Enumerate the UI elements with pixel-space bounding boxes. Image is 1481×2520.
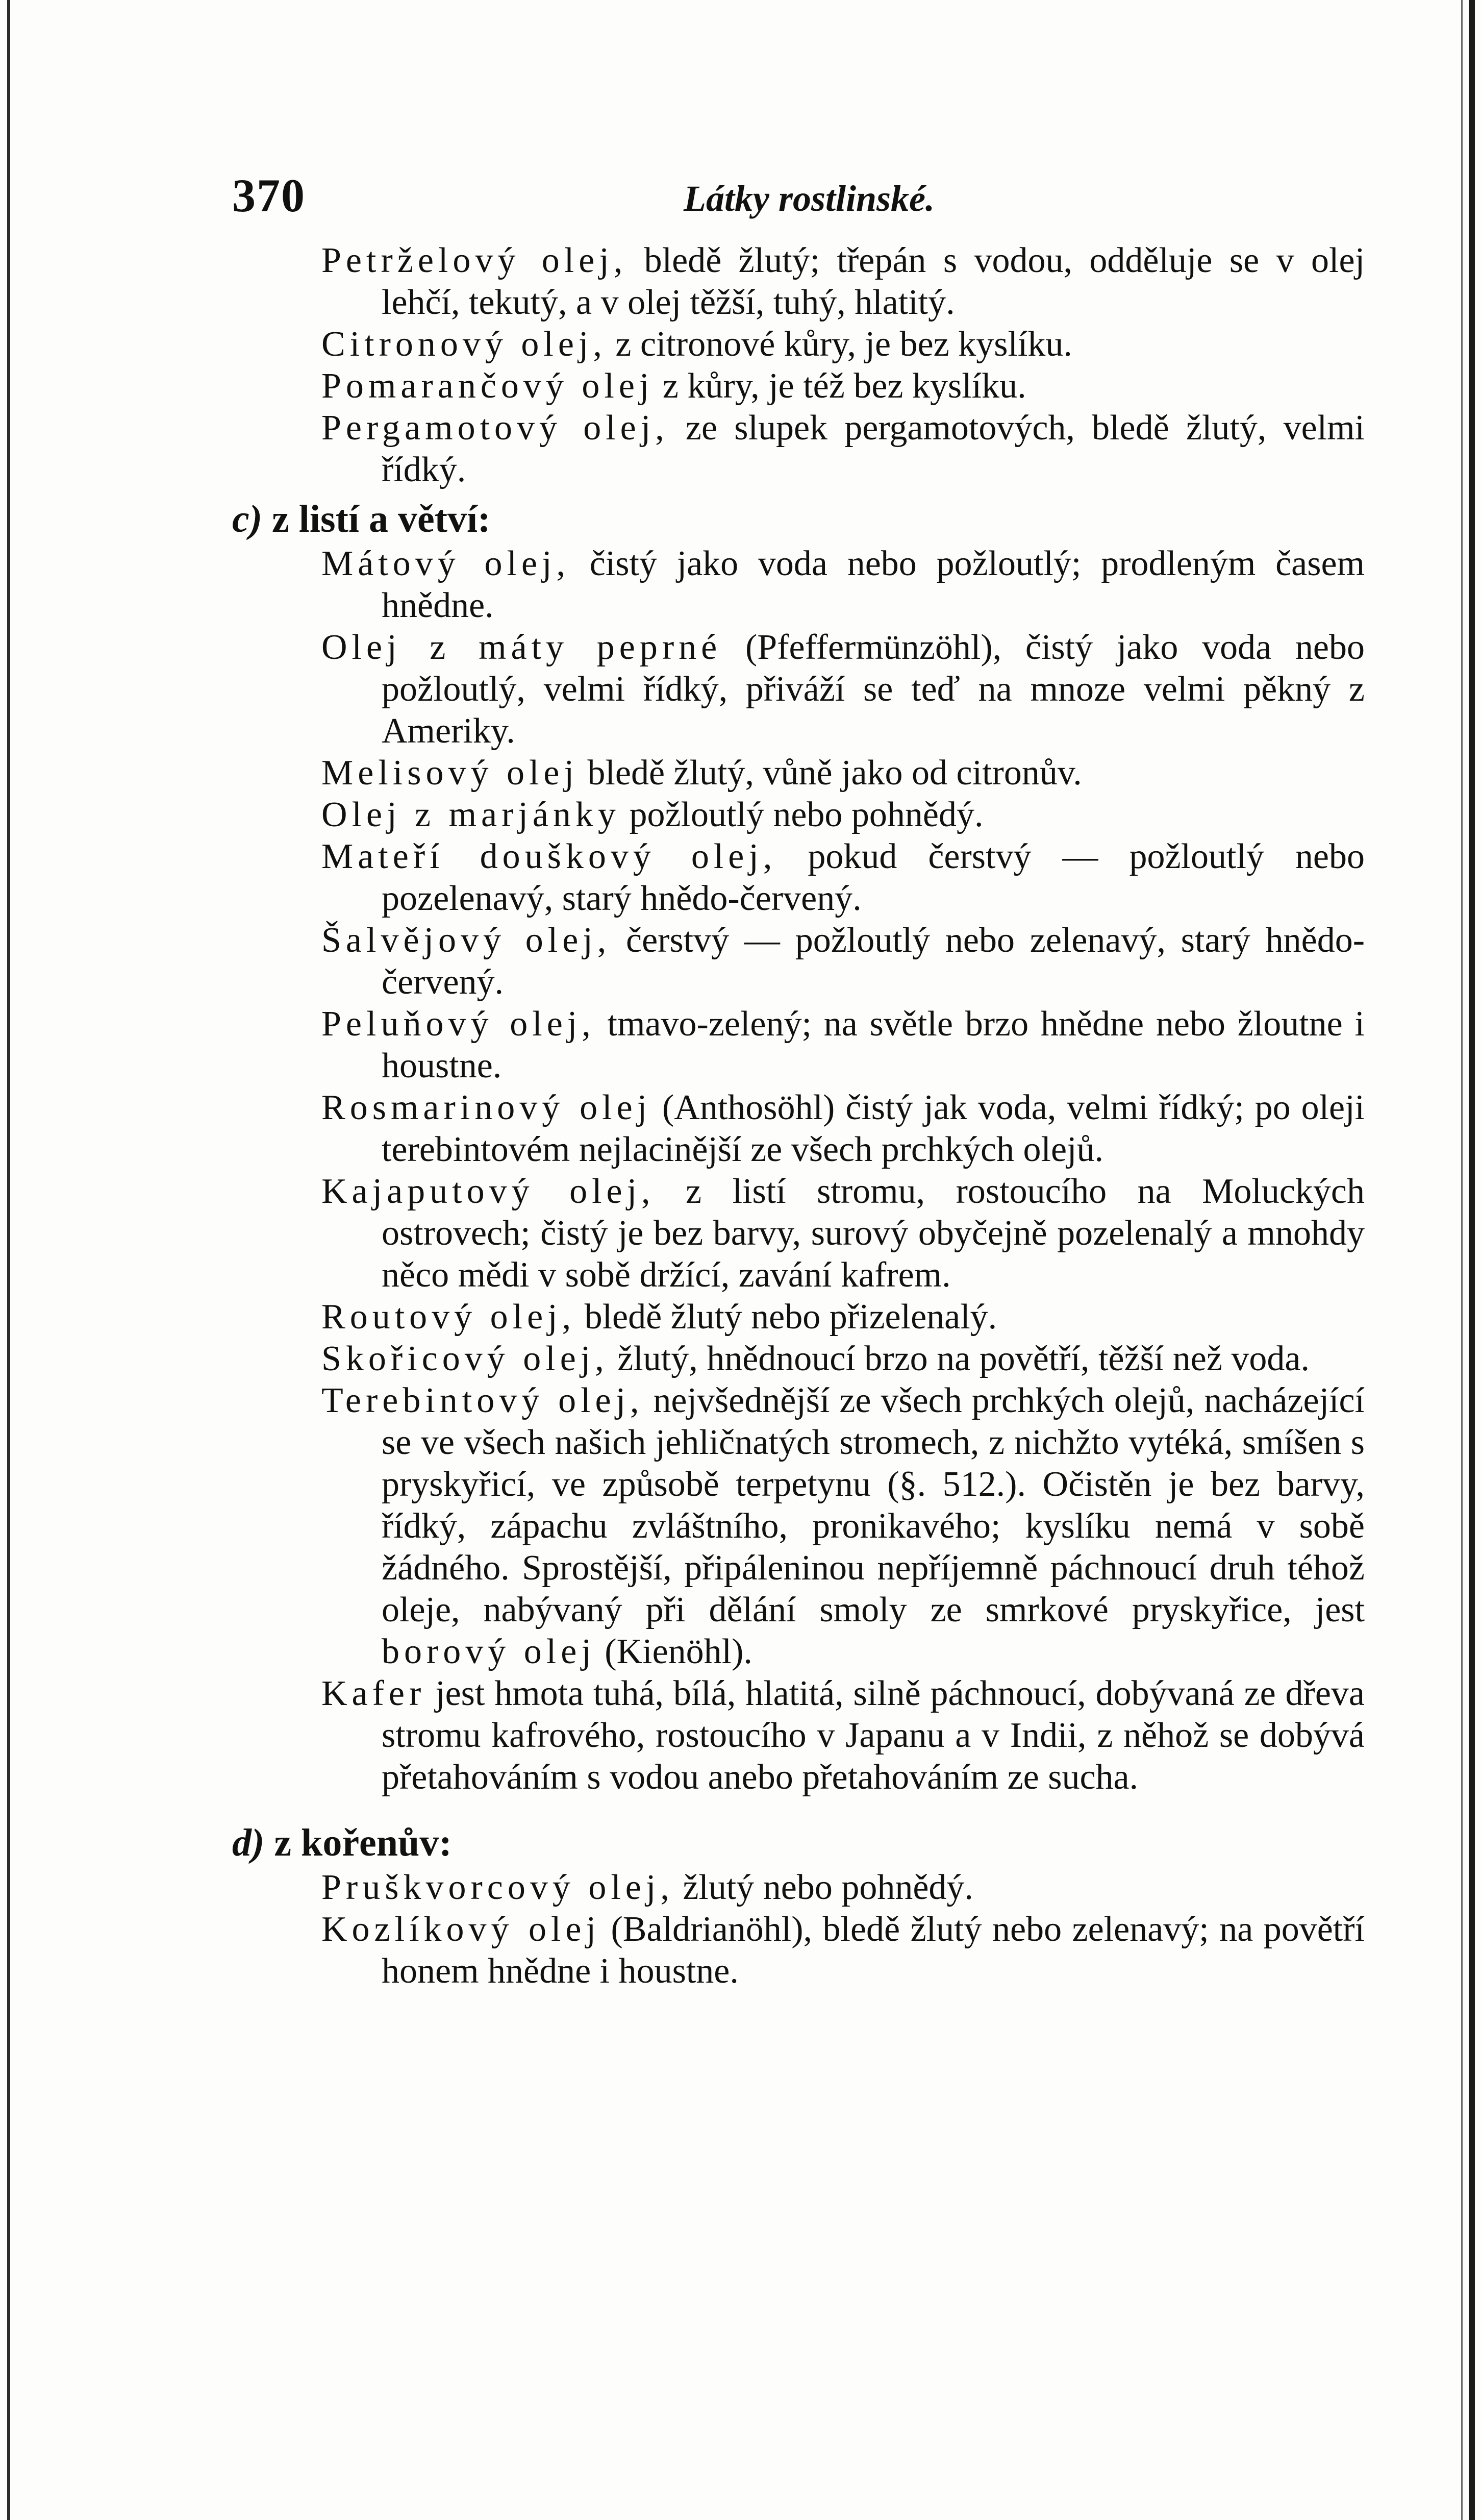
entry-pelunovy <box>321 1003 1365 1087</box>
page-right-edge-line <box>1461 0 1463 2520</box>
section-letter: c) <box>232 498 263 540</box>
entry-term: Mátový olej, <box>321 544 570 583</box>
entry-citronovy <box>321 324 1365 365</box>
entry-term: Šalvějový olej, <box>321 921 611 960</box>
entry-text: tmavo-zelený; na světle brzo hnědne nebo žloutne i houstne. <box>382 1004 1365 1085</box>
entry-pomarancovy <box>321 365 1365 407</box>
entry-term: Kafer <box>321 1674 426 1713</box>
page-right-edge <box>1469 0 1475 2520</box>
entry-text: (Pfeffermünzöhl), čistý jako voda nebo požloutlý, velmi řídký, přiváží se teď na mnoze velmi pěkný z Ameriky. <box>382 628 1365 751</box>
entry-term: Mateří douškový olej, <box>321 837 777 876</box>
entry-text-secondary: (Kienöhl). <box>595 1632 752 1671</box>
entry-text: (Anthosöhl) čistý jak voda, velmi řídký; po oleji terebintovém nejlacinější ze všech prchkých olejů. <box>382 1088 1365 1169</box>
entry-text: z listí stromu, rostoucího na Moluckých ostrovech; čistý je bez barvy, surový obyčejně pozelenalý a mnohdy něco mědi v sobě držící, zavání kafrem. <box>382 1172 1365 1295</box>
entry-matovy <box>321 543 1365 627</box>
entry-term: Pergamotový olej, <box>321 408 669 448</box>
entry-term: Kozlíkový olej <box>321 1910 600 1949</box>
entry-term: Olej z marjánky <box>321 795 620 834</box>
entry-materi-douskovy <box>321 836 1365 920</box>
entry-kajaputovy <box>321 1171 1365 1296</box>
page-number: 370 <box>232 169 306 221</box>
entry-text: požloutlý nebo pohnědý. <box>620 795 984 834</box>
section-spacer <box>232 1798 1365 1815</box>
entry-term: Petrželový olej, <box>321 241 627 280</box>
entry-terebintovy <box>321 1380 1365 1673</box>
entry-text: bledě žlutý; třepán s vodou, odděluje se v olej lehčí, tekutý, a v olej těžší, tuhý, hlatitý. <box>382 241 1365 322</box>
entry-term: Kajaputový olej, <box>321 1172 655 1211</box>
page-header <box>232 168 1365 225</box>
entry-term: Skořicový olej, <box>321 1339 609 1378</box>
entry-text: čerstvý — požloutlý nebo zelenavý, starý hnědo-červený. <box>382 921 1365 1002</box>
section-title: z kořenův: <box>274 1821 452 1864</box>
entry-text: jest hmota tuhá, bílá, hlatitá, silně páchnoucí, dobývaná ze dřeva stromu kafrového, rostoucího v Japanu a v Indii, z něhož se dobývá přetahováním s vodou anebo přetahováním ze sucha. <box>382 1674 1365 1797</box>
entry-skoricovy <box>321 1338 1365 1380</box>
entry-kafer <box>321 1673 1365 1798</box>
section-title: z listí a větví: <box>272 498 491 540</box>
entry-text: z kůry, je též bez kyslíku. <box>654 366 1026 406</box>
entry-routovy <box>321 1296 1365 1338</box>
entry-kozlikovy <box>321 1909 1365 1992</box>
entry-text: nejvšednější ze všech prchkých olejů, nacházející se ve všech našich jehličnatých stromech, z nichžto vytéká, smíšen s pryskyřicí, ve způsobě terpetynu (§. 512.). Očistěn je bez barvy, řídký, zápachu zvláštního, pronikavého; kyslíku nemá v sobě žádného. Sprostější, připáleninou nepříjemně páchnoucí druh téhož oleje, nabývaný při dělání smoly ze smrkové pryskyřice, jest <box>382 1381 1365 1629</box>
entry-term: Citronový olej, <box>321 325 607 364</box>
entry-term: Pomarančový olej <box>321 366 654 406</box>
entry-text: žlutý, hnědnoucí brzo na povětří, těžší než voda. <box>608 1339 1310 1378</box>
entry-term: Terebintový olej, <box>321 1381 644 1420</box>
entry-pruskvorcovy <box>321 1867 1365 1909</box>
entry-salvejovy <box>321 920 1365 1003</box>
entry-rosmarinovy <box>321 1087 1365 1171</box>
entry-melisovy <box>321 752 1365 794</box>
entry-maty-peprne <box>321 627 1365 752</box>
entry-term: Peluňový olej, <box>321 1004 595 1044</box>
page-left-edge <box>7 0 10 2520</box>
entry-petrzelovy <box>321 240 1365 324</box>
section-letter: d) <box>232 1821 265 1864</box>
entry-term-secondary: borový olej <box>382 1632 596 1671</box>
entry-term: Rosmarinový olej <box>321 1088 652 1127</box>
entry-term: Pruškvorcový olej, <box>321 1868 674 1907</box>
entry-marjanky <box>321 794 1365 836</box>
running-title: Látky rostlinské. <box>684 178 935 219</box>
entry-text: z citronové kůry, je bez kyslíku. <box>606 325 1072 364</box>
section-heading-d <box>232 1820 1365 1866</box>
entry-text: žlutý nebo pohnědý. <box>673 1868 973 1907</box>
entry-term: Melisový olej <box>321 753 579 793</box>
entry-text: čistý jako voda nebo požloutlý; prodleným časem hnědne. <box>382 544 1365 625</box>
entry-text: bledě žlutý, vůně jako od citronův. <box>578 753 1082 793</box>
entry-text: pokud čerstvý — požloutlý nebo pozelenavý, starý hnědo-červený. <box>382 837 1365 918</box>
entry-text: (Baldrianöhl), bledě žlutý nebo zelenavý; na povětří honem hnědne i houstne. <box>382 1910 1365 1991</box>
entry-pergamotovy <box>321 407 1365 491</box>
page-body <box>232 240 1365 1992</box>
entry-term: Olej z máty peprné <box>321 628 722 667</box>
entry-term: Routový olej, <box>321 1297 576 1337</box>
entry-text: ze slupek pergamotových, bledě žlutý, velmi řídký. <box>382 408 1365 489</box>
section-heading-c <box>232 496 1365 542</box>
entry-text: bledě žlutý nebo přizelenalý. <box>575 1297 997 1337</box>
